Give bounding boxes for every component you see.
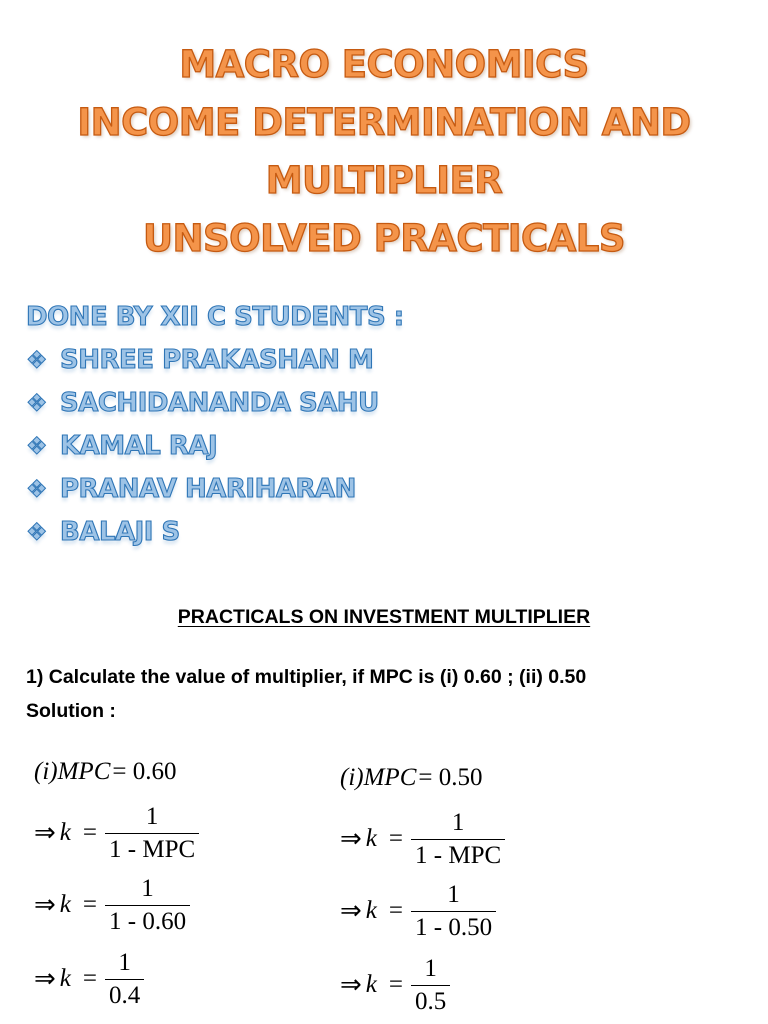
- student-name: SACHIDANANDA SAHU: [60, 388, 379, 418]
- step-substitute: [340, 878, 496, 944]
- given-mpc: [340, 758, 482, 798]
- diamond-bullet-icon: ❖: [26, 346, 48, 374]
- denominator: 0.5: [411, 985, 450, 1017]
- section-heading-text: PRACTICALS ON INVESTMENT MULTIPLIER: [177, 606, 591, 628]
- title-line-4: UNSOLVED PRACTICALS: [142, 217, 625, 260]
- students-list: [26, 296, 626, 554]
- list-item: [26, 425, 626, 468]
- k-symbol: k: [59, 965, 71, 992]
- student-name: BALAJI S: [60, 517, 180, 547]
- fraction: [411, 808, 505, 871]
- step-simplify: [34, 946, 144, 1012]
- list-item: [26, 468, 626, 511]
- fraction: [411, 954, 450, 1017]
- list-item: [26, 339, 626, 382]
- diamond-bullet-icon: ❖: [26, 475, 48, 503]
- denominator: 1 - 0.60: [105, 905, 190, 937]
- fraction: [411, 880, 496, 943]
- diamond-bullet-icon: ❖: [26, 518, 48, 546]
- given-mpc: [34, 752, 176, 792]
- implies-icon: ⇒: [34, 890, 56, 919]
- equals-sign: =: [388, 897, 404, 924]
- k-symbol: k: [365, 971, 377, 998]
- fraction: [105, 802, 199, 865]
- equals-sign: =: [388, 825, 404, 852]
- step-simplify: [340, 952, 450, 1018]
- step-formula: [340, 806, 505, 872]
- step-formula: [34, 800, 199, 866]
- k-symbol: k: [59, 891, 71, 918]
- student-name: SHREE PRAKASHAN M: [60, 345, 374, 375]
- implies-icon: ⇒: [340, 896, 362, 925]
- given-label: (i)MPC: [34, 758, 111, 785]
- solution-label: Solution :: [26, 700, 116, 722]
- implies-icon: ⇒: [340, 824, 362, 853]
- diamond-bullet-icon: ❖: [26, 389, 48, 417]
- question-block: [26, 660, 746, 728]
- implies-icon: ⇒: [34, 964, 56, 993]
- title-line-3: MULTIPLIER: [265, 159, 503, 202]
- equals-sign: =: [82, 891, 98, 918]
- section-heading: [0, 606, 768, 629]
- title-line-2: INCOME DETERMINATION AND: [77, 101, 691, 144]
- equals-sign: =: [82, 819, 98, 846]
- question-text: 1) Calculate the value of multiplier, if MPC is (i) 0.60 ; (ii) 0.50: [26, 666, 587, 688]
- list-item: [26, 511, 626, 554]
- given-label: (i)MPC: [340, 764, 417, 791]
- list-item: [26, 382, 626, 425]
- fraction: [105, 874, 190, 937]
- k-symbol: k: [59, 819, 71, 846]
- equals-sign: =: [82, 965, 98, 992]
- diamond-bullet-icon: ❖: [26, 432, 48, 460]
- student-name: KAMAL RAJ: [60, 431, 218, 461]
- numerator: 1: [424, 954, 437, 982]
- given-value: = 0.60: [112, 758, 177, 785]
- students-heading: DONE BY XII C STUDENTS :: [26, 302, 404, 332]
- step-substitute: [34, 872, 190, 938]
- student-name: PRANAV HARIHARAN: [60, 474, 356, 504]
- numerator: 1: [145, 802, 159, 830]
- denominator: 1 - MPC: [411, 839, 505, 871]
- k-symbol: k: [365, 897, 377, 924]
- denominator: 0.4: [105, 979, 144, 1011]
- given-value: = 0.50: [418, 764, 483, 791]
- numerator: 1: [118, 948, 131, 976]
- k-symbol: k: [365, 825, 377, 852]
- implies-icon: ⇒: [340, 970, 362, 999]
- title-line-1: MACRO ECONOMICS: [179, 43, 589, 86]
- denominator: 1 - MPC: [105, 833, 199, 865]
- denominator: 1 - 0.50: [411, 911, 496, 943]
- fraction: [105, 948, 144, 1011]
- numerator: 1: [451, 808, 465, 836]
- implies-icon: ⇒: [34, 818, 56, 847]
- numerator: 1: [141, 874, 154, 902]
- numerator: 1: [447, 880, 460, 908]
- title-block: [0, 36, 768, 268]
- equals-sign: =: [388, 971, 404, 998]
